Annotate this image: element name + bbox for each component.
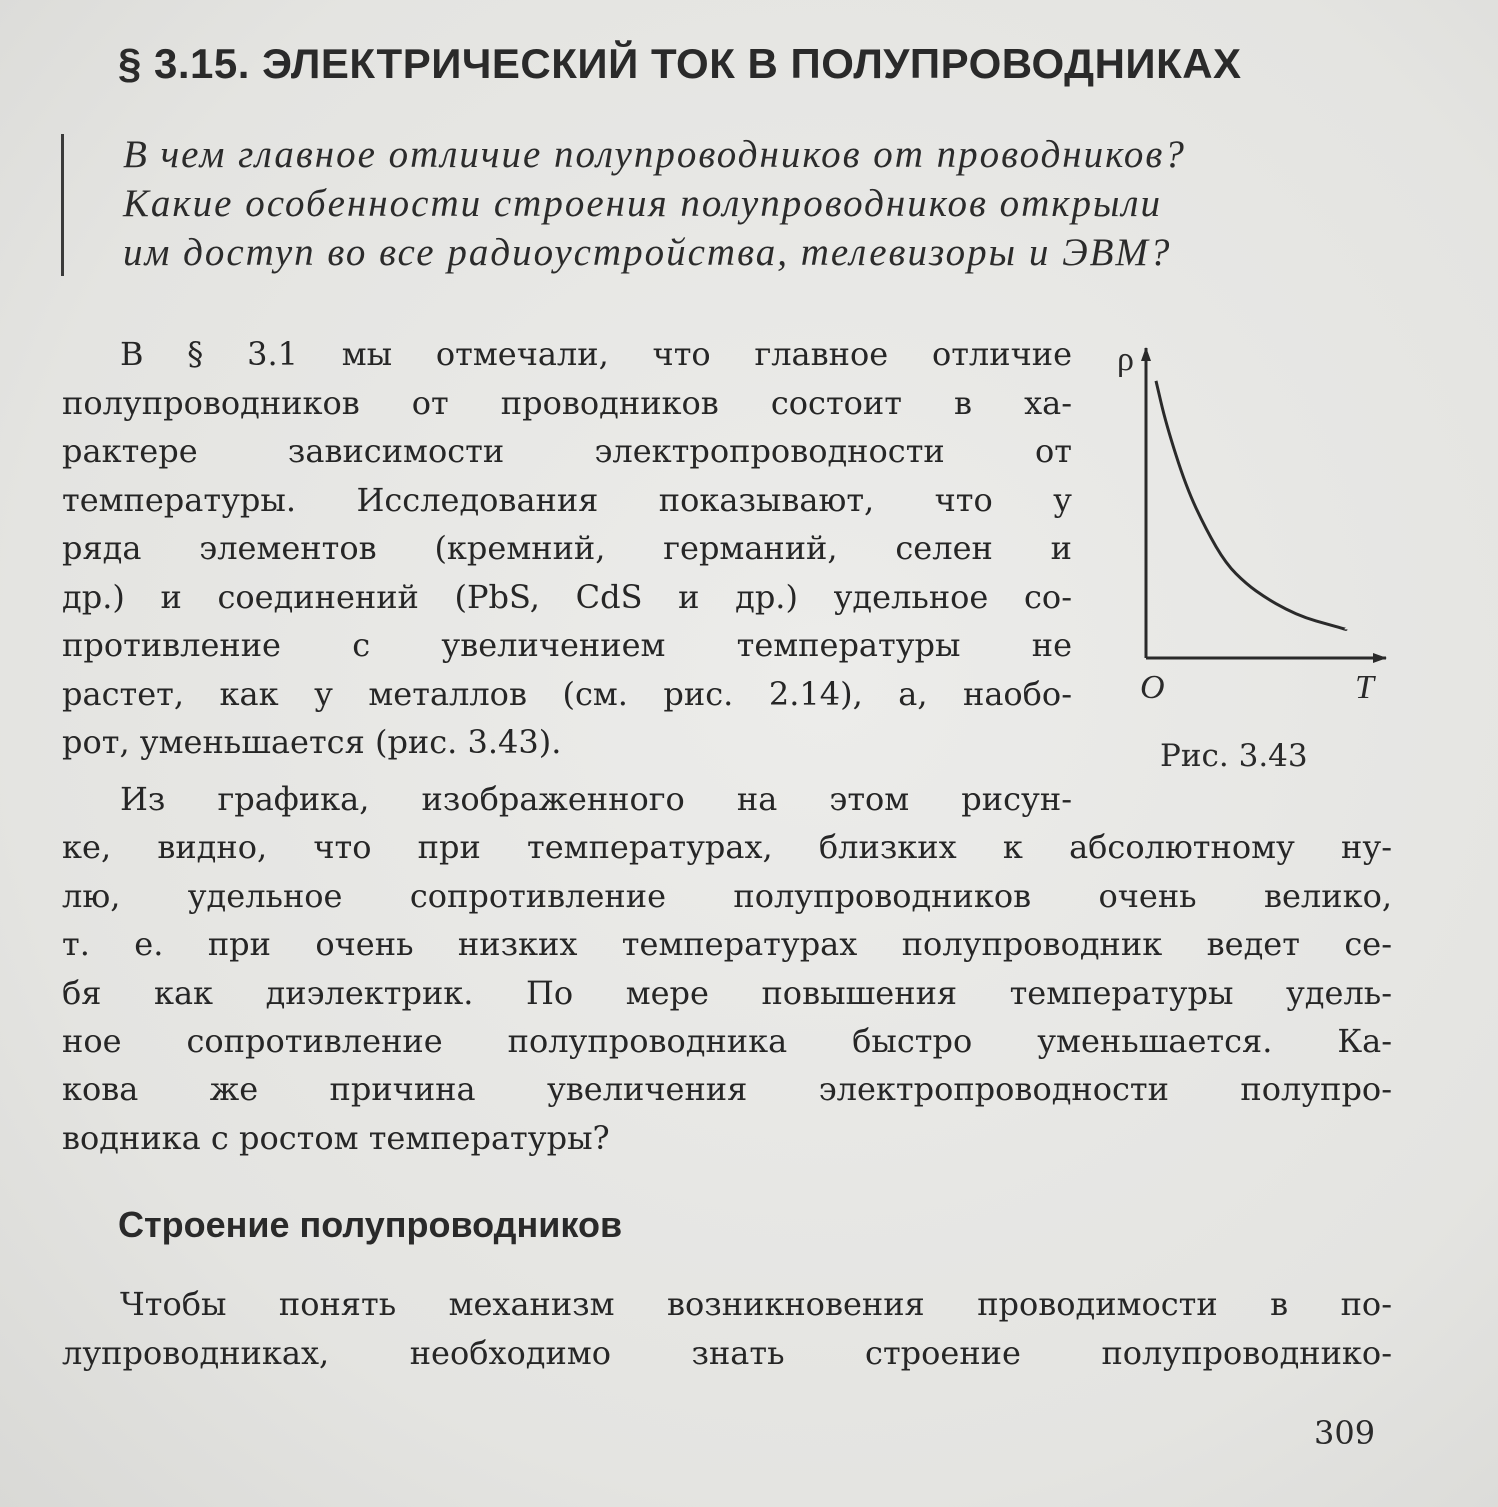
text-line: ке, видно, что при температурах, близких к абсолютному ну- [62, 828, 1392, 867]
text-line: бя как диэлектрик. По мере повышения температуры удель- [62, 973, 1392, 1012]
section-questions [123, 130, 1403, 277]
text-line: ное сопротивление полупроводника быстро уменьшается. Ка- [62, 1021, 1392, 1060]
section-title: § 3.15. ЭЛЕКТРИЧЕСКИЙ ТОК В ПОЛУПРОВОДНИКАХ [118, 40, 1242, 87]
text-line: Из графика, изображенного на этом рисун- [120, 780, 1072, 818]
origin-label: O [1140, 669, 1165, 706]
paragraph-3 [62, 1280, 1392, 1378]
y-axis-label: ρ [1117, 341, 1134, 378]
text-line: В § 3.1 мы отмечали, что главное отличие [120, 335, 1072, 373]
text-line: др.) и соединений (PbS, CdS и др.) удельное со- [62, 577, 1072, 616]
question-line: Какие особенности строения полупроводников открыли [123, 182, 1162, 225]
text-line: противление с увеличением температуры не [62, 626, 1072, 664]
text-line: ряда элементов (кремний, германий, селен и [62, 529, 1072, 567]
figure-caption: Рис. 3.43 [1160, 738, 1308, 774]
text-line: растет, как у металлов (см. рис. 2.14), а, наобо- [62, 674, 1072, 713]
text-line: лю, удельное сопротивление полупроводников очень велико, [62, 876, 1392, 915]
x-axis-label: T [1355, 669, 1374, 706]
resistivity-curve [1156, 381, 1346, 630]
text-line: лупроводниках, необходимо знать строение полупроводнико- [62, 1334, 1392, 1372]
question-line: им доступ во все радиоустройства, телевизоры и ЭВМ? [123, 231, 1172, 274]
text-line: рактере зависимости электропроводности от [62, 432, 1072, 470]
subsection-heading: Строение полупроводников [118, 1204, 623, 1245]
page-number: 309 [1314, 1414, 1376, 1452]
text-line: кова же причина увеличения электропроводности полупро- [62, 1070, 1392, 1109]
resistivity-graph [1100, 340, 1400, 740]
text-line: водника с ростом температуры? [62, 1118, 610, 1157]
text-line: полупроводников от проводников состоит в ха- [62, 383, 1072, 422]
question-line: В чем главное отличие полупроводников от проводников? [123, 133, 1186, 176]
text-line: рот, уменьшается (рис. 3.43). [62, 723, 562, 761]
text-line: температуры. Исследования показывают, что у [62, 480, 1072, 519]
text-line: т. е. при очень низких температурах полупроводник ведет се- [62, 925, 1392, 964]
question-margin-bar [61, 134, 64, 276]
paragraph-2 [62, 775, 1392, 1162]
figure-3-43 [1100, 340, 1400, 785]
text-line: Чтобы понять механизм возникновения проводимости в по- [120, 1285, 1392, 1323]
paragraph-1 [62, 330, 1072, 767]
